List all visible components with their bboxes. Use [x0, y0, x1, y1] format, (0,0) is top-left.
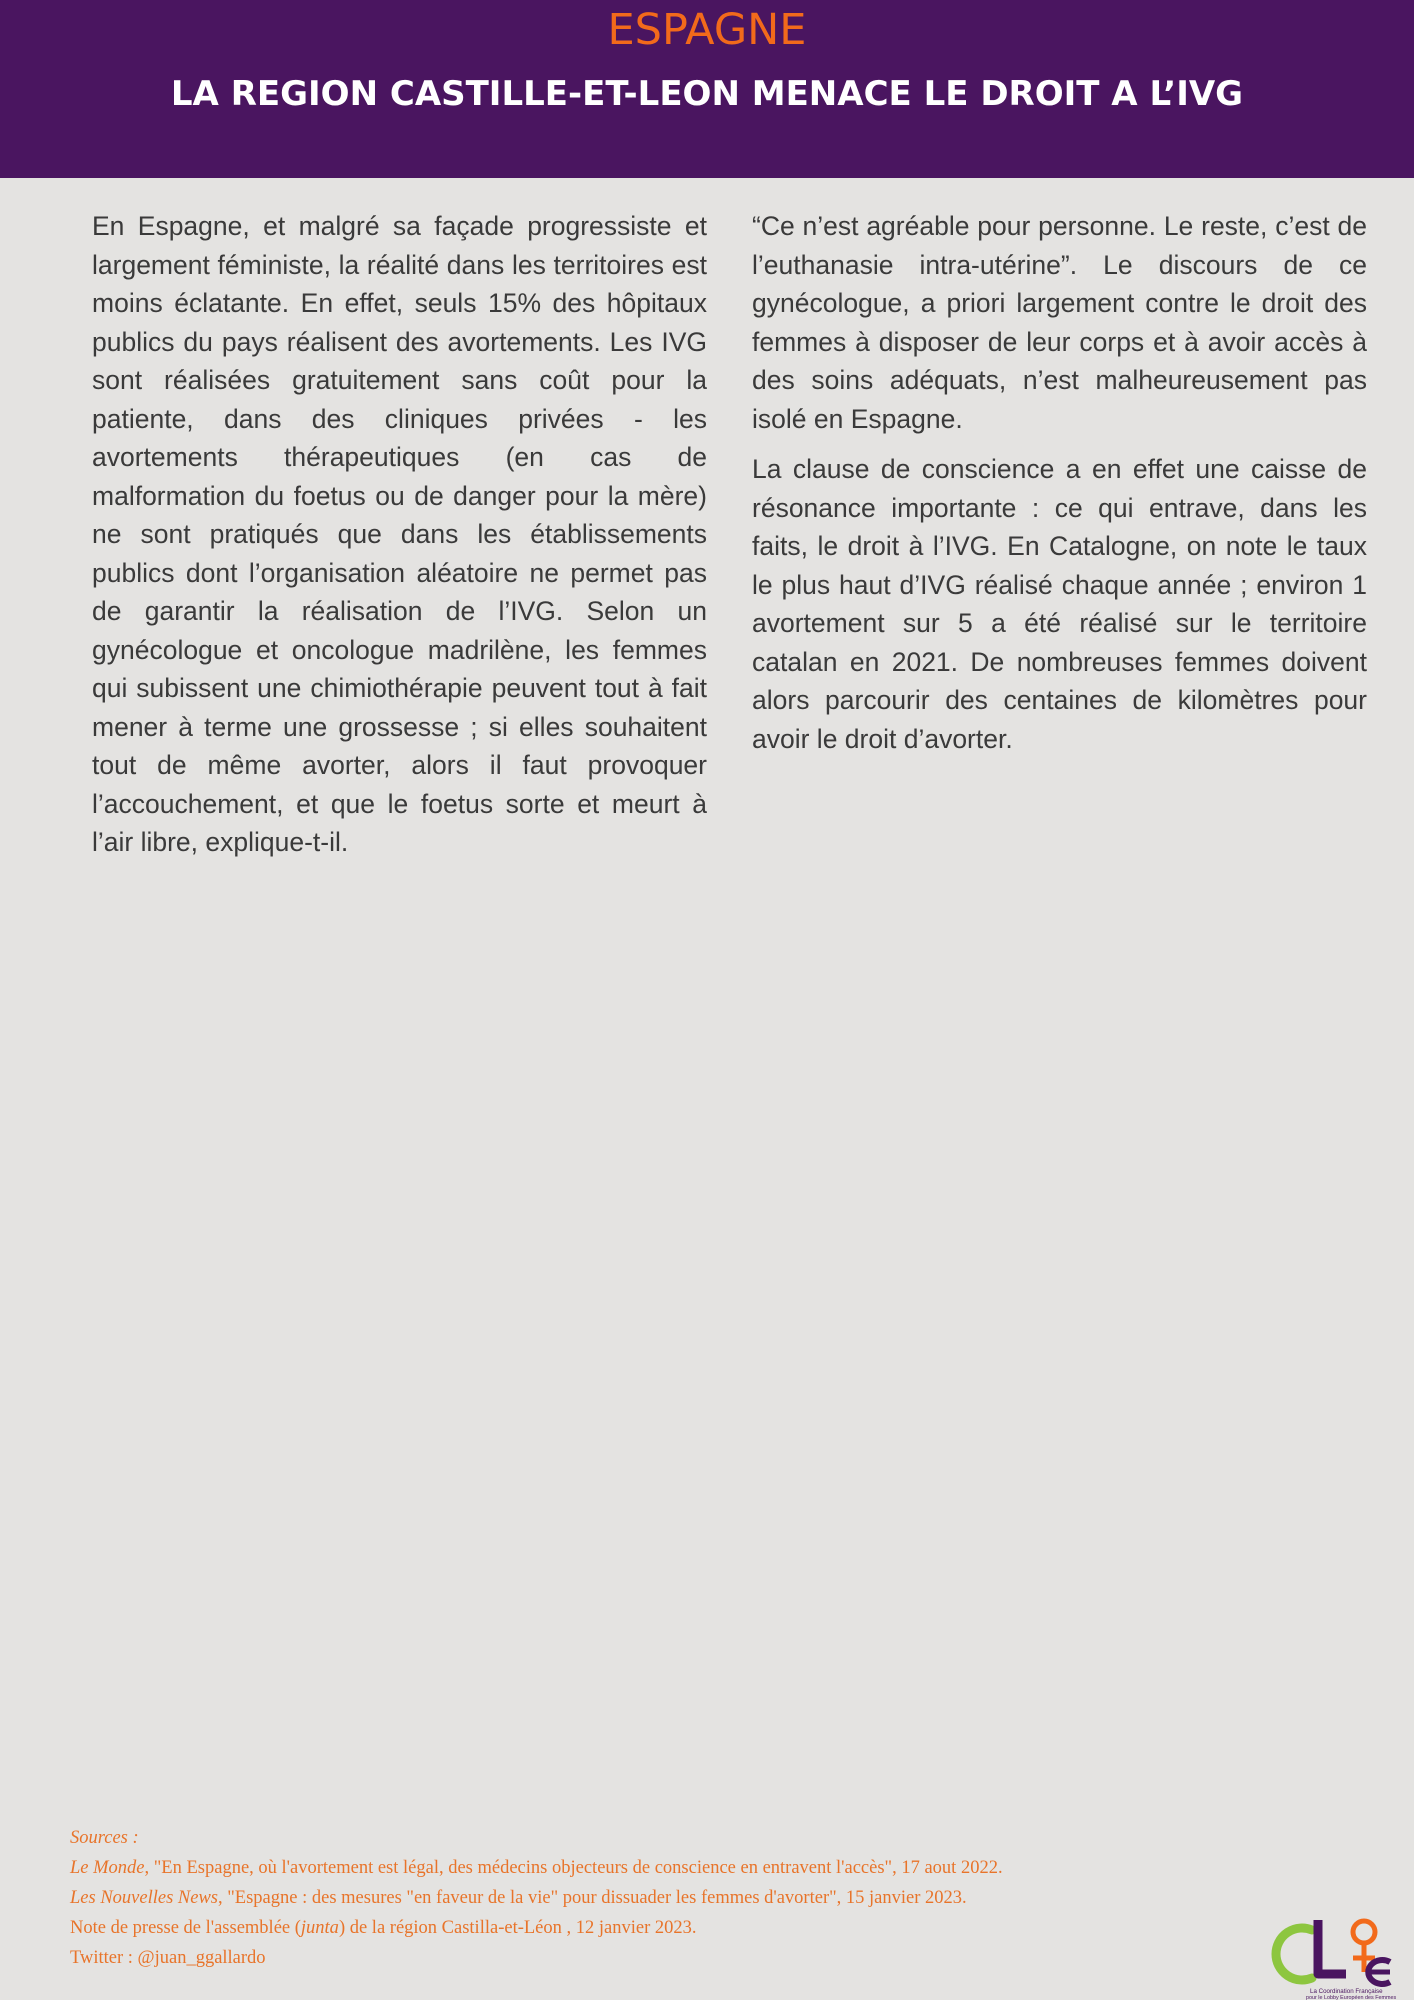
source-item: Twitter : @juan_ggallardo: [70, 1948, 266, 1968]
logo-caption-2: pour le Lobby Européen des Femmes: [1306, 1995, 1396, 2000]
article-column-right: [752, 207, 1367, 770]
source-item: Le Monde, "En Espagne, où l'avortement est légal, des médecins objecteurs de conscience en entravent l'accès", 17 aout 2022.: [70, 1858, 1003, 1878]
source-outlet: Le Monde: [70, 1858, 145, 1878]
clef-logo-icon: [1268, 1916, 1396, 2000]
sources-block: [70, 1823, 1220, 1973]
article-paragraph: En Espagne, et malgré sa façade progressiste et largement féministe, la réalité dans les territoires est moins éclatante. En effet, seuls 15% des hôpitaux publics du pays réalisent des avortements. Les IVG sont réalisées gratuitement sans coût pour la patiente, dans des cliniques privées - les avortements thérapeutiques (en cas de malformation du foetus ou de danger pour la mère) ne sont pratiqués que dans les établissements publics dont l’organisation aléatoire ne permet pas de garantir la réalisation de l’IVG. Selon un gynécologue et oncologue madrilène, les femmes qui subissent une chimiothérapie peuvent tout à fait mener à terme une grossesse ; si elles souhaitent tout de même avorter, alors il faut provoquer l’accouchement, et que le foetus sorte et meurt à l’air libre, explique-t-il.: [92, 211, 707, 857]
source-item: Note de presse de l'assemblée (junta) de la région Castilla-et-Léon , 12 janvier 2023.: [70, 1918, 697, 1938]
country-title: ESPAGNE: [607, 5, 807, 55]
article-paragraph: “Ce n’est agréable pour personne. Le reste, c’est de l’euthanasie intra-utérine”. Le discours de ce gynécologue, a priori largement contre le droit des femmes à disposer de leur corps et à avoir accès à des soins adéquats, n’est malheureusement pas isolé en Espagne.: [752, 211, 1367, 434]
source-outlet: Les Nouvelles News: [70, 1888, 218, 1908]
sources-heading: Sources :: [70, 1828, 139, 1848]
logo-caption-1: La Coordination Française: [1310, 1988, 1383, 1995]
article-paragraph: La clause de conscience a en effet une caisse de résonance importante : ce qui entrave, dans les faits, le droit à l’IVG. En Catalogne, on note le taux le plus haut d’IVG réalisé chaque année ; environ 1 avortement sur 5 a été réalisé sur le territoire catalan en 2021. De nombreuses femmes doivent alors parcourir des centaines de kilomètres pour avoir le droit d’avorter.: [752, 454, 1367, 754]
clef-logo: [1268, 1916, 1396, 2000]
header-banner: [0, 0, 1414, 178]
article-column-left: [92, 207, 707, 874]
source-item: Les Nouvelles News, "Espagne : des mesures "en faveur de la vie" pour dissuader les femmes d'avorter", 15 janvier 2023.: [70, 1888, 967, 1908]
article-headline: LA REGION CASTILLE-ET-LEON MENACE LE DROIT A L’IVG: [170, 74, 1244, 114]
